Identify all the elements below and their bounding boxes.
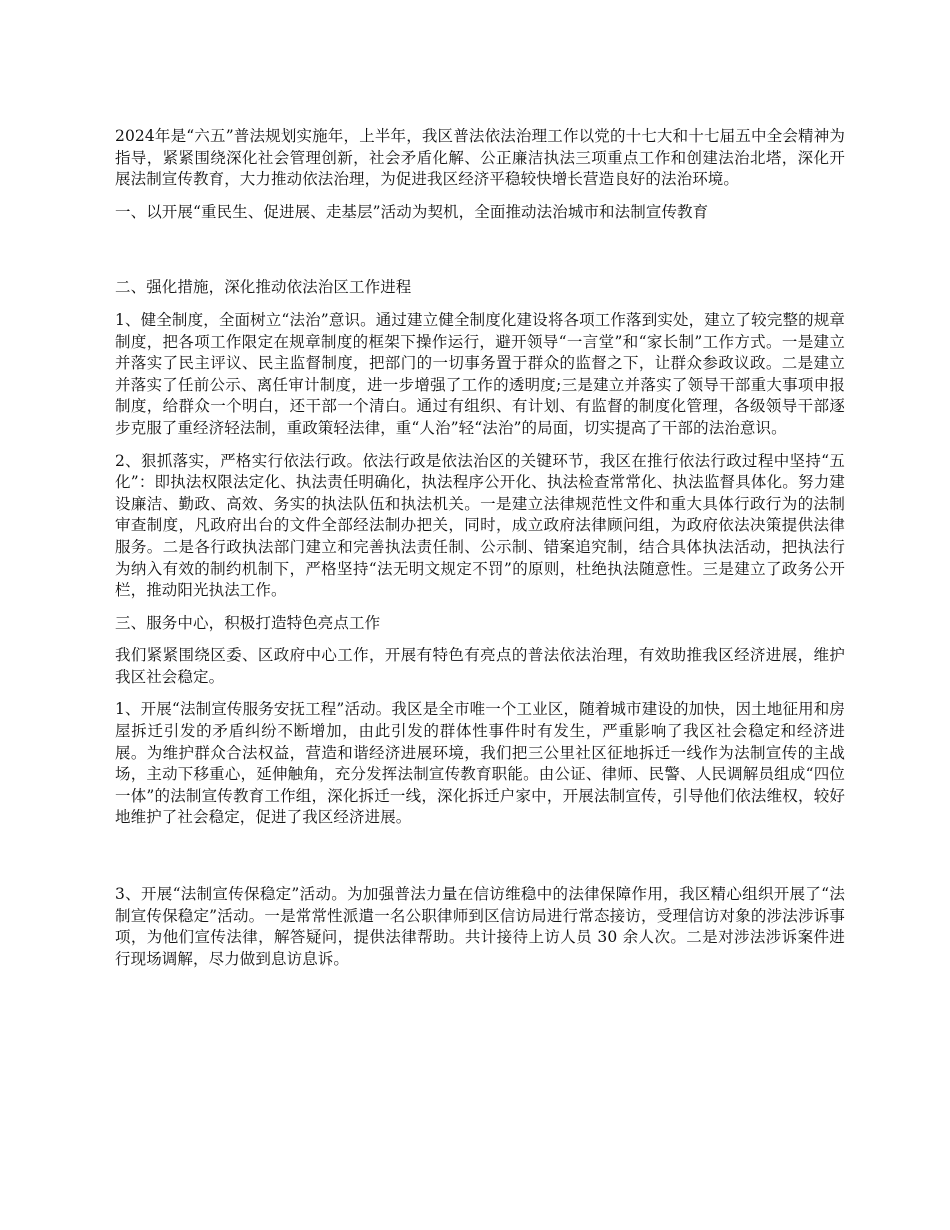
section-3-intro-paragraph: 我们紧紧围绕区委、区政府中心工作，开展有特色有亮点的普法依法治理，有效助推我区经济进展，维护我区社会稳定。	[115, 646, 845, 686]
document-body	[115, 126, 845, 981]
intro-paragraph: 2024年是“六五”普法规划实施年，上半年，我区普法依法治理工作以党的十七大和十七届五中全会精神为指导，紧紧围绕深化社会管理创新，社会矛盾化解、公正廉洁执法三项重点工作和创建法治北塔，深化开展法制宣传教育，大力推动依法治理，为促进我区经济平稳较快增长营造良好的法治环境。	[115, 127, 845, 189]
section-2-heading: 二、强化措施，深化推动依法治区工作进程	[115, 278, 412, 297]
section-2-item-1-paragraph: 1、健全制度，全面树立“法治”意识。通过建立健全制度化建设将各项工作落到实处，建立了较完整的规章制度，把各项工作限定在规章制度的框架下操作运行，避开领导“一言堂”和“家长制”工作方式。一是建立并落实了民主评议、民主监督制度，把部门的一切事务置于群众的监督之下，让群众参政议政。二是建立并落实了任前公示、离任审计制度，进一步增强了工作的透明度;三是建立并落实了领导干部重大事项申报制度，给群众一个明白，还干部一个清白。通过有组织、有计划、有监督的制度化管理，各级领导干部逐步克服了重经济轻法制，重政策轻法律，重“人治”轻“法治”的局面，切实提高了干部的法治意识。	[115, 310, 845, 437]
section-3-heading: 三、服务中心，积极打造特色亮点工作	[115, 613, 381, 632]
section-1-heading: 一、以开展“重民生、促进展、走基层”活动为契机，全面推动法治城市和法制宣传教育	[115, 202, 709, 221]
section-3-item-3-paragraph: 3、开展“法制宣传保稳定”活动。为加强普法力量在信访维稳中的法律保障作用，我区精心组织开展了“法制宣传保稳定”活动。一是常常性派遣一名公职律师到区信访局进行常态接访，受理信访对象的涉法涉诉事项，为他们宣传法律，解答疑问，提供法律帮助。共计接待上访人员 30 余人次。二是对涉法涉诉案件进行现场调解，尽力做到息访息诉。	[115, 885, 845, 968]
section-2-item-2-paragraph: 2、狠抓落实，严格实行依法行政。依法行政是依法治区的关键环节，我区在推行依法行政过程中坚持“五化”：即执法权限法定化、执法责任明确化，执法程序公开化、执法检查常常化、执法监督具体化。努力建设廉洁、勤政、高效、务实的执法队伍和执法机关。一是建立法律规范性文件和重大具体行政行为的法制审查制度，凡政府出台的文件全部经法制办把关，同时，成立政府法律顾问组，为政府依法决策提供法律服务。二是各行政执法部门建立和完善执法责任制、公示制、错案追究制，结合具体执法活动，把执法行为纳入有效的制约机制下，严格坚持“法无明文规定不罚”的原则，杜绝执法随意性。三是建立了政务公开栏，推动阳光执法工作。	[115, 451, 845, 600]
section-3-item-1-paragraph: 1、开展“法制宣传服务安抚工程”活动。我区是全市唯一个工业区，随着城市建设的加快，因土地征用和房屋拆迁引发的矛盾纠纷不断增加，由此引发的群体性事件时有发生，严重影响了我区社会稳定和经济进展。为维护群众合法权益，营造和谐经济进展环境，我们把三公里社区征地拆迁一线作为法制宣传的主战场，主动下移重心，延伸触角，充分发挥法制宣传教育职能。由公证、律师、民警、人民调解员组成“四位一体”的法制宣传教育工作组，深化拆迁一线，深化拆迁户家中，开展法制宣传，引导他们依法维权，较好地维护了社会稳定，促进了我区经济进展。	[115, 700, 845, 827]
